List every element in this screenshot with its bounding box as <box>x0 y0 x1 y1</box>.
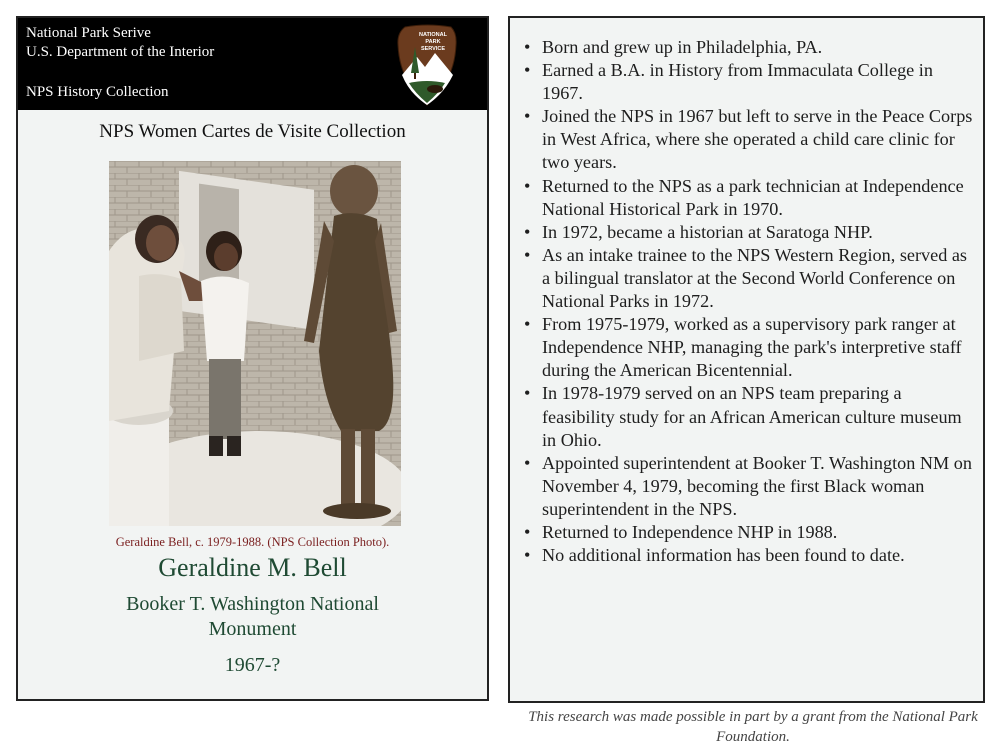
department-name: U.S. Department of the Interior <box>26 44 215 60</box>
person-name: Geraldine M. Bell <box>158 553 347 582</box>
list-item: • No additional information has been found to date. <box>524 544 973 567</box>
list-item: • Born and grew up in Philadelphia, PA. <box>524 36 973 59</box>
park-name: Booker T. Washington National Monument <box>126 593 379 640</box>
logo-text-service: SERVICE <box>420 46 446 52</box>
list-item: • Returned to the NPS as a park technician at Independence National Historical Park in 1970. <box>524 175 973 221</box>
list-item: • From 1975-1979, worked as a supervisory park ranger at Independence NHP, managing the park's interpretive staff during the American Bicentennial. <box>524 313 973 382</box>
list-item: • In 1978-1979 served on an NPS team preparing a feasibility study for an African American culture museum in Ohio. <box>524 382 973 451</box>
biography-list <box>510 18 983 567</box>
nps-arrowhead-logo-icon <box>395 23 459 107</box>
biography-panel <box>508 16 985 703</box>
logo-text-park: PARK <box>425 39 441 45</box>
photo-caption: Geraldine Bell, c. 1979-1988. (NPS Collection Photo). <box>115 535 390 549</box>
list-item: • Returned to Independence NHP in 1988. <box>524 521 973 544</box>
list-item: • Appointed superintendent at Booker T. Washington NM on November 4, 1979, becoming the first Black woman superintendent in the NPS. <box>524 452 973 521</box>
profile-card <box>16 16 489 701</box>
card-header <box>18 18 487 110</box>
collection-title: NPS Women Cartes de Visite Collection <box>99 121 406 142</box>
service-years: 1967-? <box>224 654 281 676</box>
list-item: • In 1972, became a historian at Saratoga NHP. <box>524 221 973 244</box>
funding-credit: This research was made possible in part by a grant from the National Park Foundation. <box>528 709 978 745</box>
collection-label: NPS History Collection <box>26 84 169 100</box>
agency-name: National Park Serive <box>26 25 151 41</box>
logo-text-national: NATIONAL <box>418 32 448 38</box>
list-item: • Earned a B.A. in History from Immaculata College in 1967. <box>524 59 973 105</box>
list-item: • Joined the NPS in 1967 but left to serve in the Peace Corps in West Africa, where she operated a child care clinic for two years. <box>524 105 973 174</box>
portrait-photo <box>109 161 401 526</box>
list-item: • As an intake trainee to the NPS Western Region, served as a bilingual translator at the Second World Conference on National Parks in 1972. <box>524 244 973 313</box>
